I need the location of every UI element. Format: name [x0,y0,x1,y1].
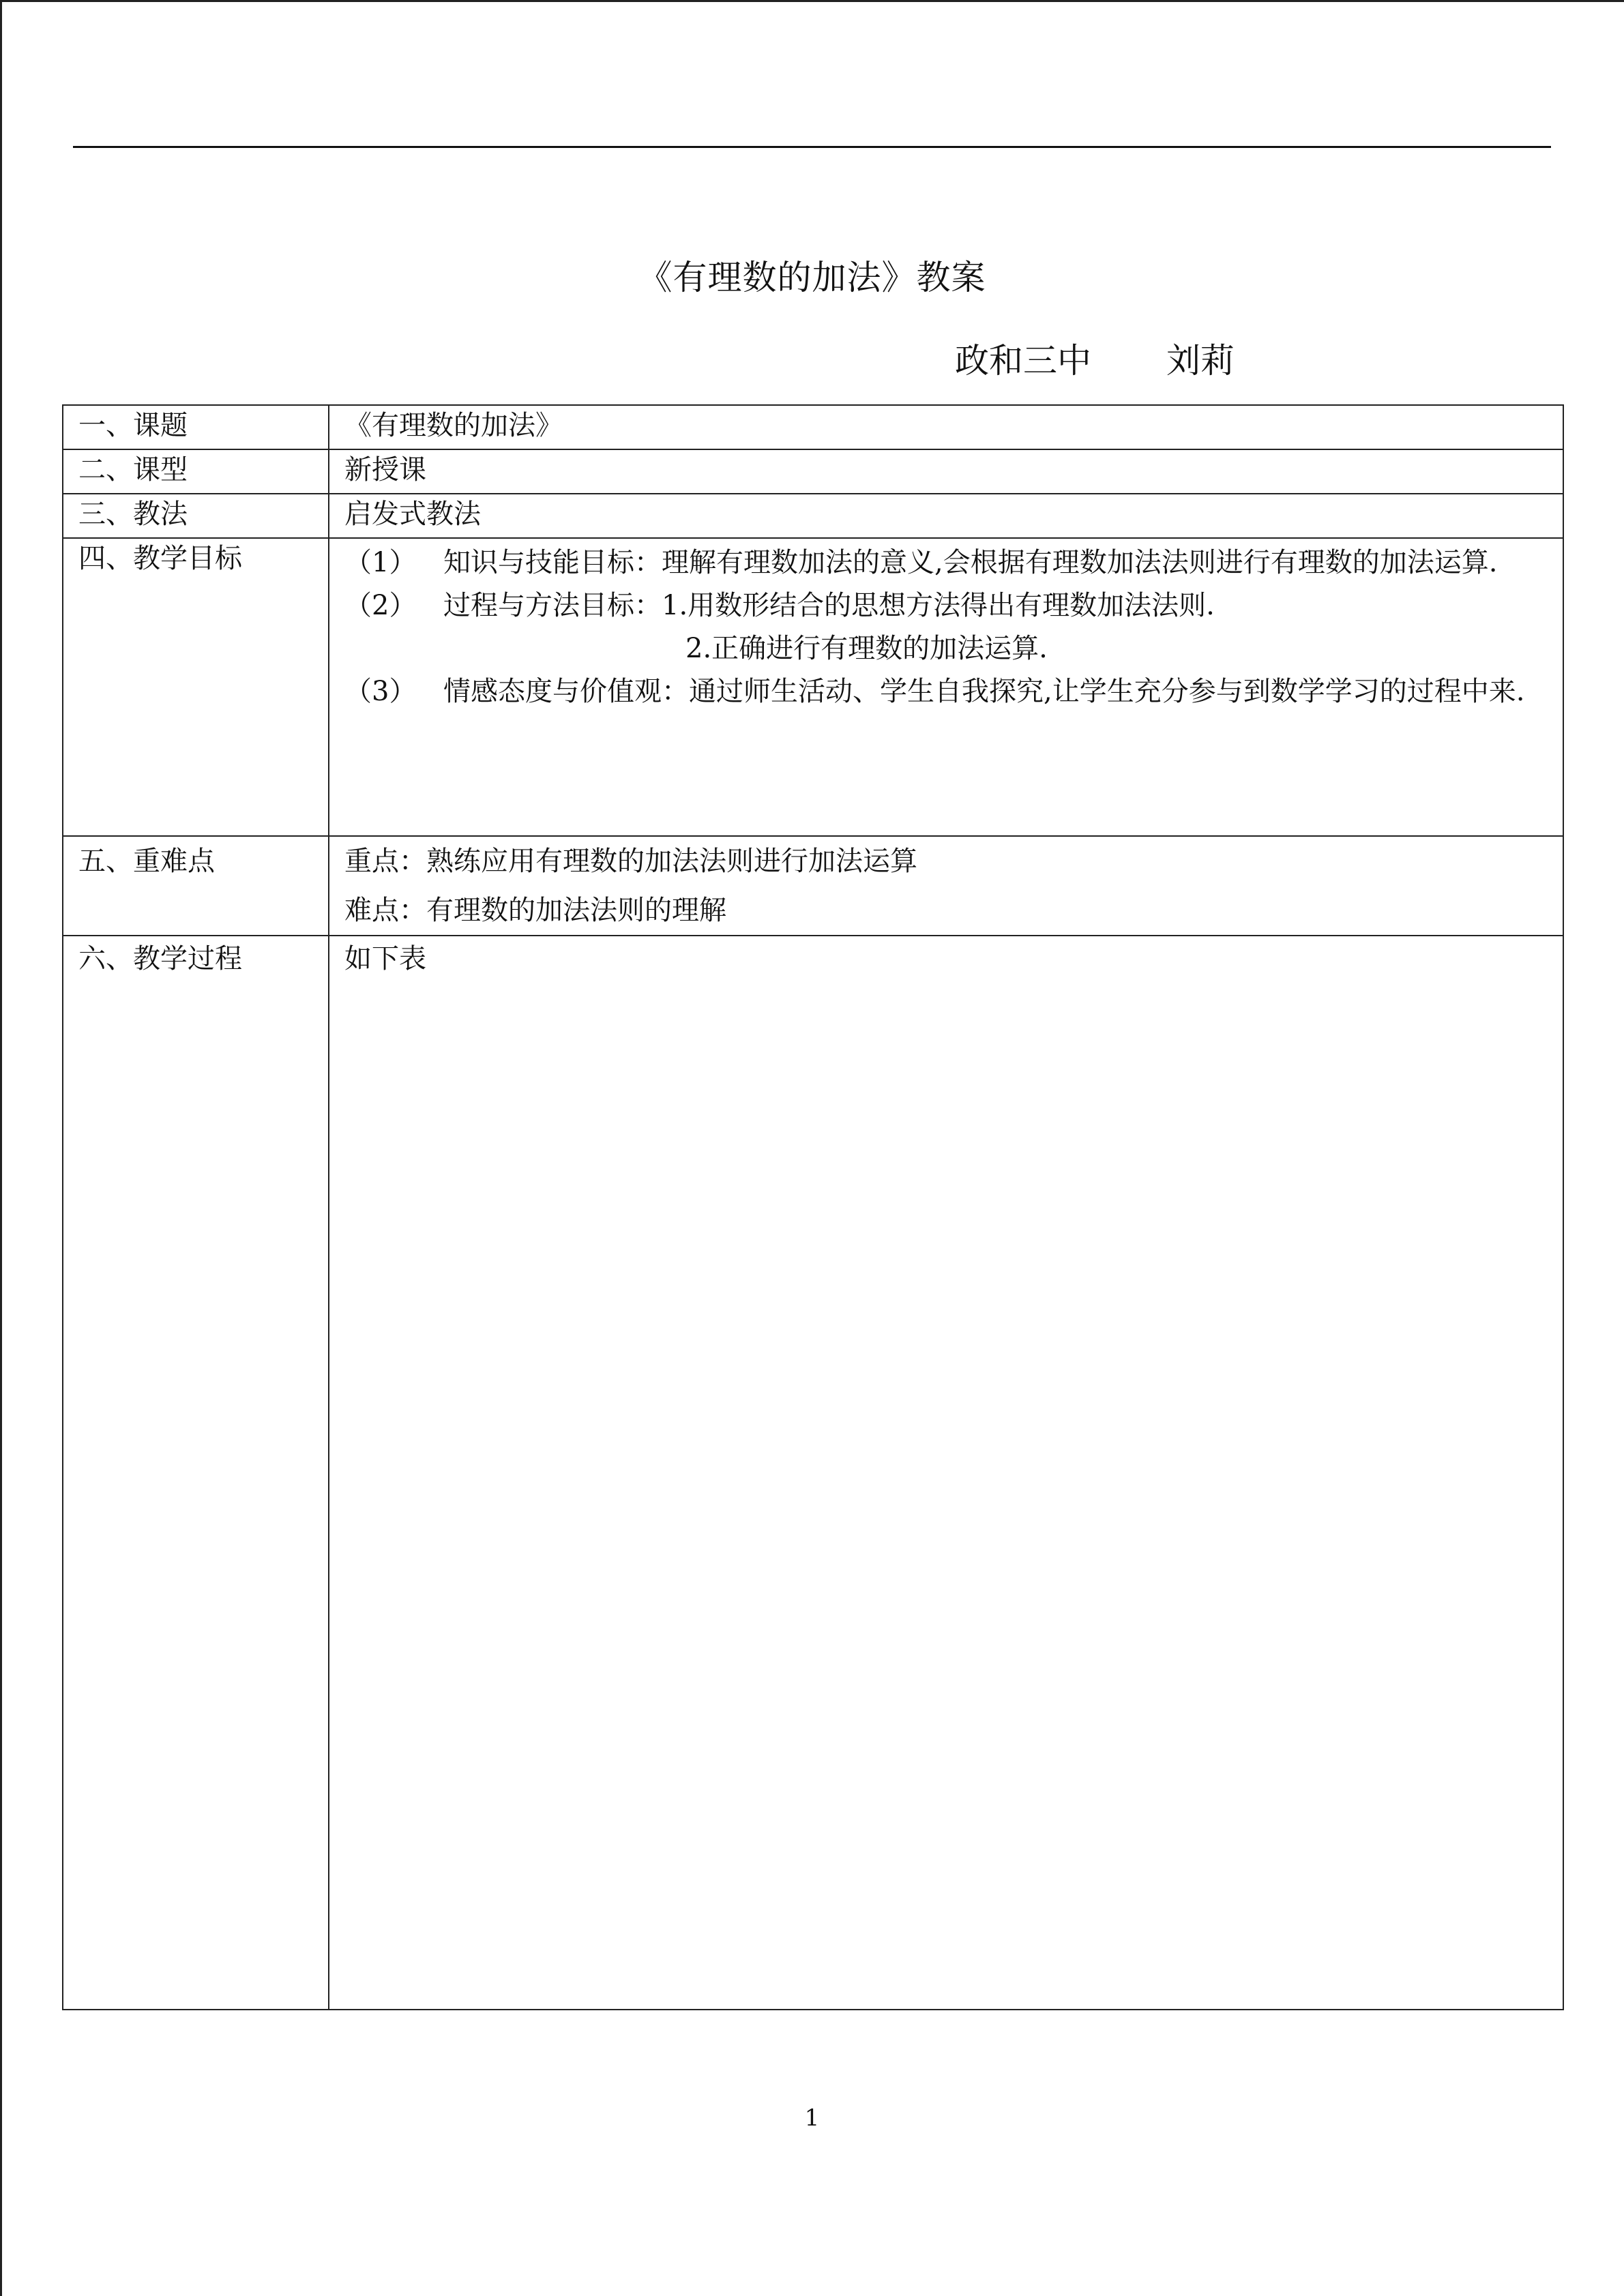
row-label: 一、课题 [63,405,329,449]
table-row-lesson-type [63,449,1563,494]
objective-text: 过程与方法目标：1.用数形结合的思想方法得出有理数加法法则. [443,590,1215,621]
page-number: 1 [804,2104,820,2132]
difficult-point: 难点：有理数的加法法则的理解 [344,895,726,926]
lesson-plan-table [62,404,1564,2010]
table-row-topic [63,405,1563,449]
author-line [955,337,1235,385]
table-row-teaching-method [63,494,1563,538]
document-title: 《有理数的加法》教案 [638,258,986,297]
objective-text: 知识与技能目标：理解有理数加法的意义,会根据有理数加法法则进行有理数的加法运算. [443,547,1498,578]
table-row-process [63,936,1563,2010]
table-row-key-points [63,836,1563,936]
objective-number: （1） [344,547,417,578]
row-value: 《有理数的加法》 [329,405,1563,449]
row-label: 四、教学目标 [63,538,329,836]
objective-subitem: 2.正确进行有理数的加法运算. [685,633,1048,664]
objective-item [344,541,1563,584]
page-left-border [0,0,2,2296]
row-label: 六、教学过程 [63,936,329,2010]
key-point: 重点：熟练应用有理数的加法法则进行加法运算 [344,846,917,877]
objective-text: 情感态度与价值观：通过师生活动、学生自我探究,让学生充分参与到数学学习的过程中来. [443,676,1525,707]
objectives-cell [329,538,1563,836]
objective-number: （3） [344,676,417,707]
objective-item [344,670,1563,713]
key-points-cell [329,836,1563,936]
school-name: 政和三中 [955,341,1091,381]
row-value: 启发式教法 [329,494,1563,538]
header-rule [73,146,1551,148]
table-row-objectives [63,538,1563,836]
author-name: 刘莉 [1166,341,1235,381]
row-label: 五、重难点 [63,836,329,936]
row-value: 如下表 [329,936,1563,2010]
row-value: 新授课 [329,449,1563,494]
objectives-list [344,539,1563,713]
key-points-list [344,837,1563,935]
page-top-border [0,0,1624,2]
row-label: 二、课型 [63,449,329,494]
row-label: 三、教法 [63,494,329,538]
objective-item [344,584,1563,627]
objective-number: （2） [344,590,417,621]
